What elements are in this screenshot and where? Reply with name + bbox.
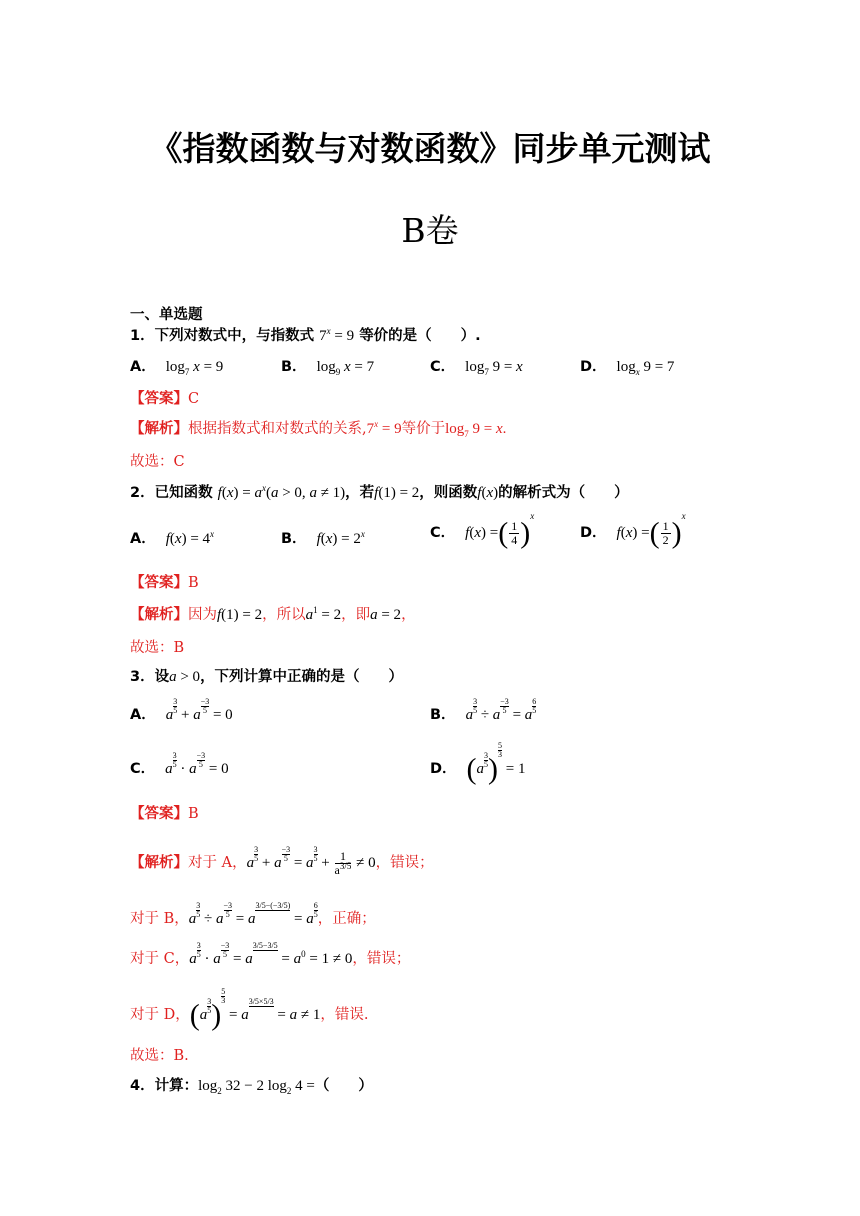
document-title: 《指数函数与对数函数》同步单元测试: [149, 129, 711, 168]
question-4-stem: 4．计算：$\log_2 32 - 2$ $\log_2 4$ =（ ）: [130, 1078, 373, 1096]
q3-analysis-c: 对于 C，a $\frac{3}{5}$ · a $\frac{-3}{5}$ = a 3/5−3/5 = $a^0 = 1 \ne 0$，错误；: [130, 941, 411, 967]
q1-answer: 【答案】C: [130, 391, 200, 407]
q2-option-c[interactable]: C． f(x) =( $\frac{1}{4}$ )$^x$: [430, 511, 535, 550]
q2-analysis: 【解析】因为f(1) = 2，所以$a^1 = 2$，即a = 2，: [130, 605, 416, 623]
q3-analysis-d: 对于 D，(a $\frac{3}{5}$ ) $\frac{5}{3}$ = a 3/5×5/3 = a ≠ 1，错误.: [130, 987, 369, 1032]
q2-option-b[interactable]: B． $f(x) = 2^x$: [281, 529, 365, 547]
q1-option-a[interactable]: A． $\log_7 x = 9$: [130, 359, 224, 377]
question-3-stem: 3．设a > 0，下列计算中正确的是（ ）: [130, 669, 404, 685]
q1-conclusion: 故选：C: [130, 454, 185, 470]
q3-analysis-b: 对于 B，a $\frac{3}{5}$ ÷ a $\frac{-3}{5}$ = a 3/5−(−3/5) = a $\frac{6}{5}$ ，正确；: [130, 901, 376, 927]
question-number: 1．: [130, 328, 155, 344]
q1-option-b[interactable]: B． $\log_9 x = 7$: [281, 359, 375, 377]
q2-option-d[interactable]: D． f(x) =( $\frac{1}{2}$ )$^x$: [580, 511, 686, 550]
q3-option-d[interactable]: D． (a $\frac{3}{5}$ ) $\frac{5}{3}$ = 1: [430, 741, 526, 786]
document-subtitle: B卷: [401, 211, 459, 250]
q2-answer: 【答案】B: [130, 575, 199, 591]
question-1-stem: 1．下列对数式中，与指数式 $7^x = 9$ 等价的是（ ）.: [130, 326, 481, 344]
q1-option-d[interactable]: D． $\log_x 9 = 7$: [580, 359, 675, 377]
q3-option-a[interactable]: A． a $\frac{3}{5}$ + a $\frac{-3}{5}$ = 0: [130, 697, 233, 723]
q3-analysis-a: 【解析】对于 A，a $\frac{3}{5}$ + a $\frac{-3}{5}$ = a $\frac{3}{5}$ + $\frac{1}{a^{3/5}}$ ≠ 0，错误；: [130, 845, 434, 878]
q1-option-c[interactable]: C． $\log_7 9 = x$: [430, 359, 523, 377]
q1-analysis: 【解析】根据指数式和对数式的关系$,7^x = 9$等价于$\log_7 9 = x$.: [130, 419, 507, 439]
q3-option-b[interactable]: B． a $\frac{3}{5}$ ÷ a $\frac{-3}{5}$ = a $\frac{6}{5}$: [430, 697, 537, 723]
section-heading: 一、单选题: [130, 307, 203, 323]
q2-option-a[interactable]: A． $f(x) = 4^x$: [130, 529, 215, 547]
formula: $7^x = 9$: [319, 326, 355, 344]
q3-option-c[interactable]: C． a $\frac{3}{5}$ · a $\frac{-3}{5}$ = 0: [130, 751, 229, 777]
question-2-stem: 2．已知函数 $f(x) = a^x(a > 0$, a ≠ 1)，若f(1) = 2，则函数f(x)的解析式为（ ）: [130, 483, 629, 501]
q2-conclusion: 故选：B: [130, 640, 185, 656]
q3-answer: 【答案】B: [130, 806, 199, 822]
q3-conclusion: 故选：B.: [130, 1048, 189, 1064]
